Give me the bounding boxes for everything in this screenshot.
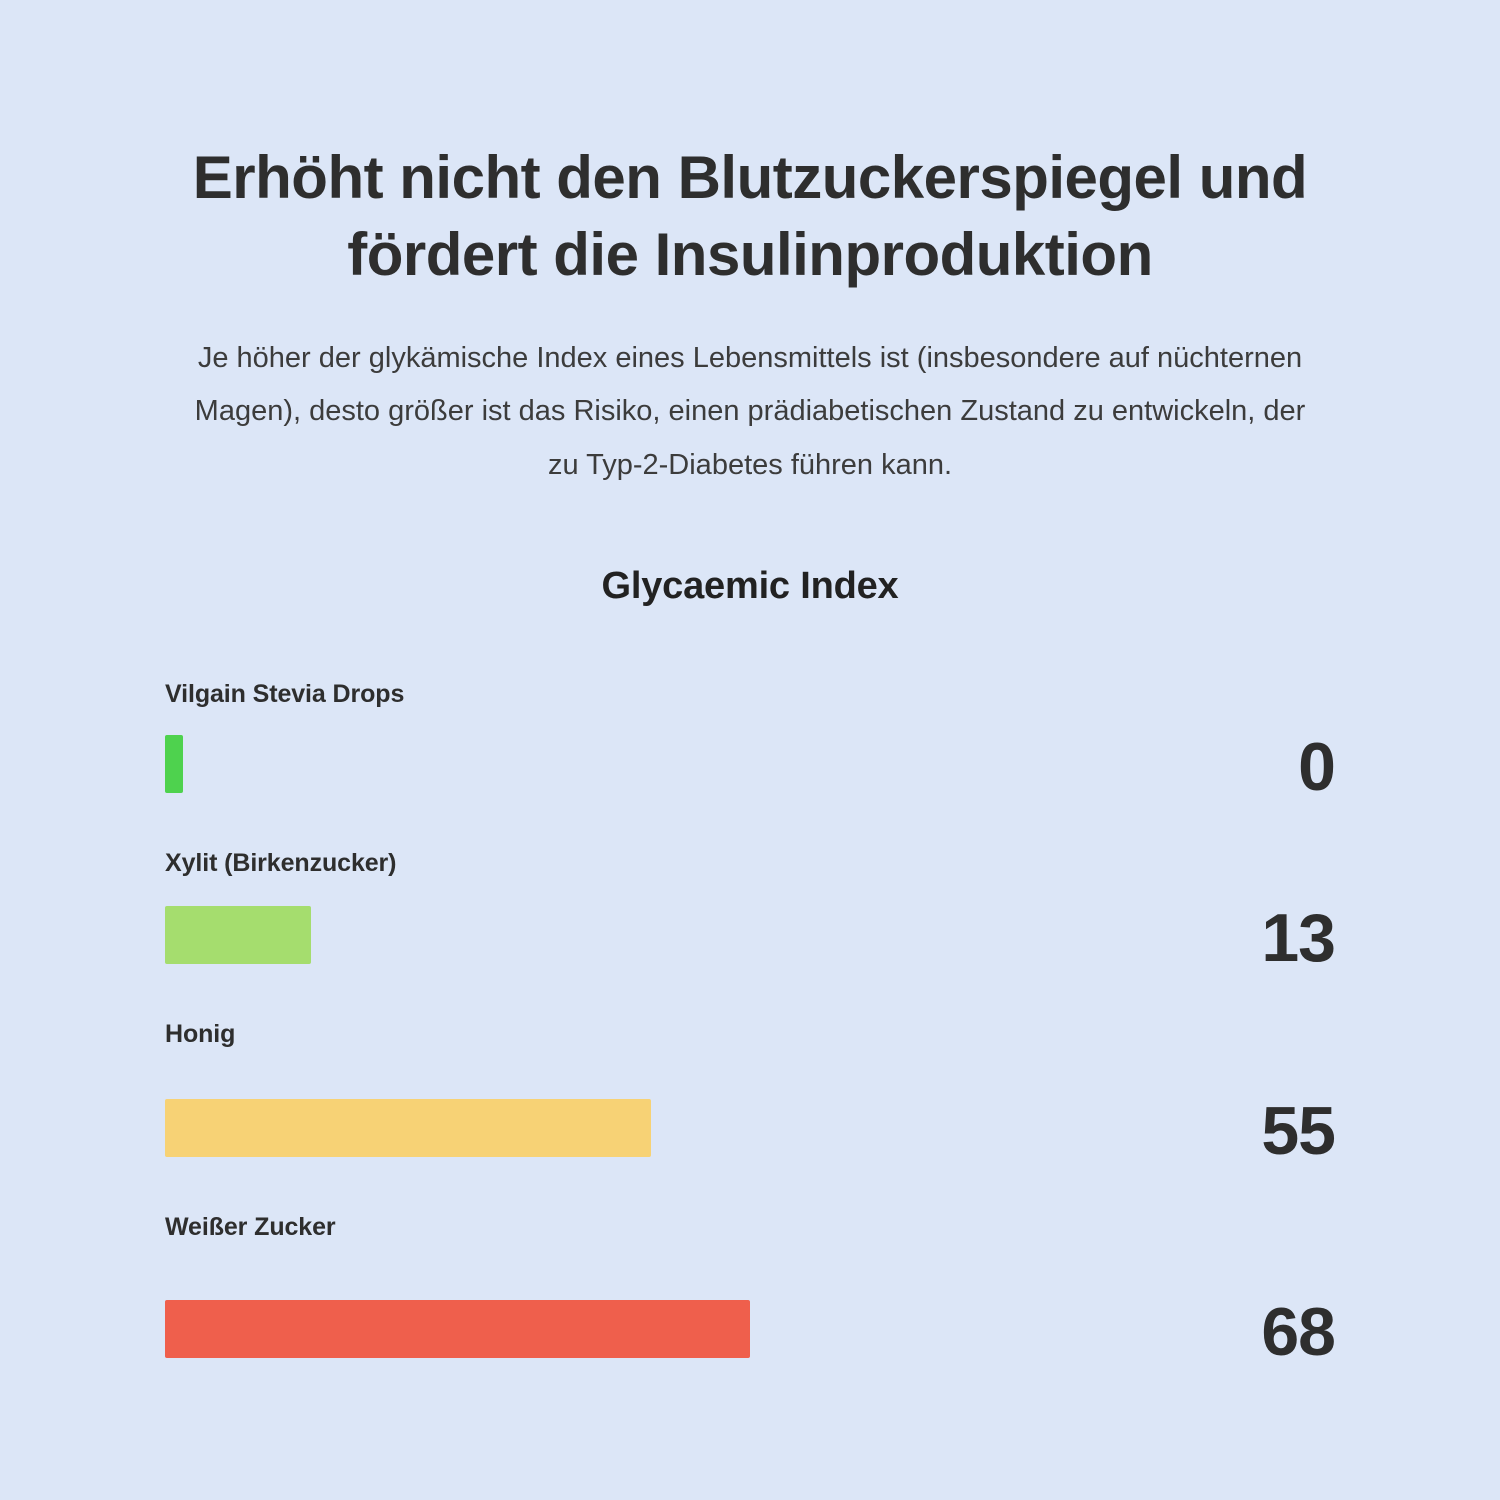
- bar-track: [165, 728, 1335, 805]
- chart-row: [165, 1212, 1335, 1370]
- bar-value: 68: [1261, 1293, 1335, 1370]
- bar-fill: [165, 735, 183, 793]
- bar-label: Vilgain Stevia Drops: [165, 679, 405, 708]
- page-title: Erhöht nicht den Blutzuckerspiegel und fördert die Insulinproduktion: [192, 144, 1308, 288]
- bar-fill: [165, 1300, 750, 1358]
- glycaemic-index-bar-chart: [165, 679, 1335, 1370]
- bar-label: Weißer Zucker: [165, 1212, 336, 1241]
- chart-row: [165, 679, 1335, 805]
- bar-label: Xylit (Birkenzucker): [165, 848, 397, 877]
- bar-fill: [165, 1099, 651, 1157]
- bar-track: [165, 1293, 1335, 1370]
- chart-row: [165, 1019, 1335, 1169]
- bar-track: [165, 1092, 1335, 1169]
- bar-value: 13: [1261, 899, 1335, 976]
- chart-title: Glycaemic Index: [601, 564, 899, 607]
- bar-fill: [165, 906, 311, 964]
- bar-value: 55: [1261, 1092, 1335, 1169]
- bar-value: 0: [1298, 728, 1335, 805]
- bar-track: [165, 899, 1335, 976]
- chart-row: [165, 848, 1335, 976]
- page-subtitle: Je höher der glykämische Index eines Lebensmittels ist (insbesondere auf nüchternen Magen), desto größer ist das Risiko, einen prädiabetischen Zustand zu entwickeln, der zu Typ-2-Diabetes führen kann.: [194, 341, 1306, 481]
- bar-label: Honig: [165, 1019, 236, 1048]
